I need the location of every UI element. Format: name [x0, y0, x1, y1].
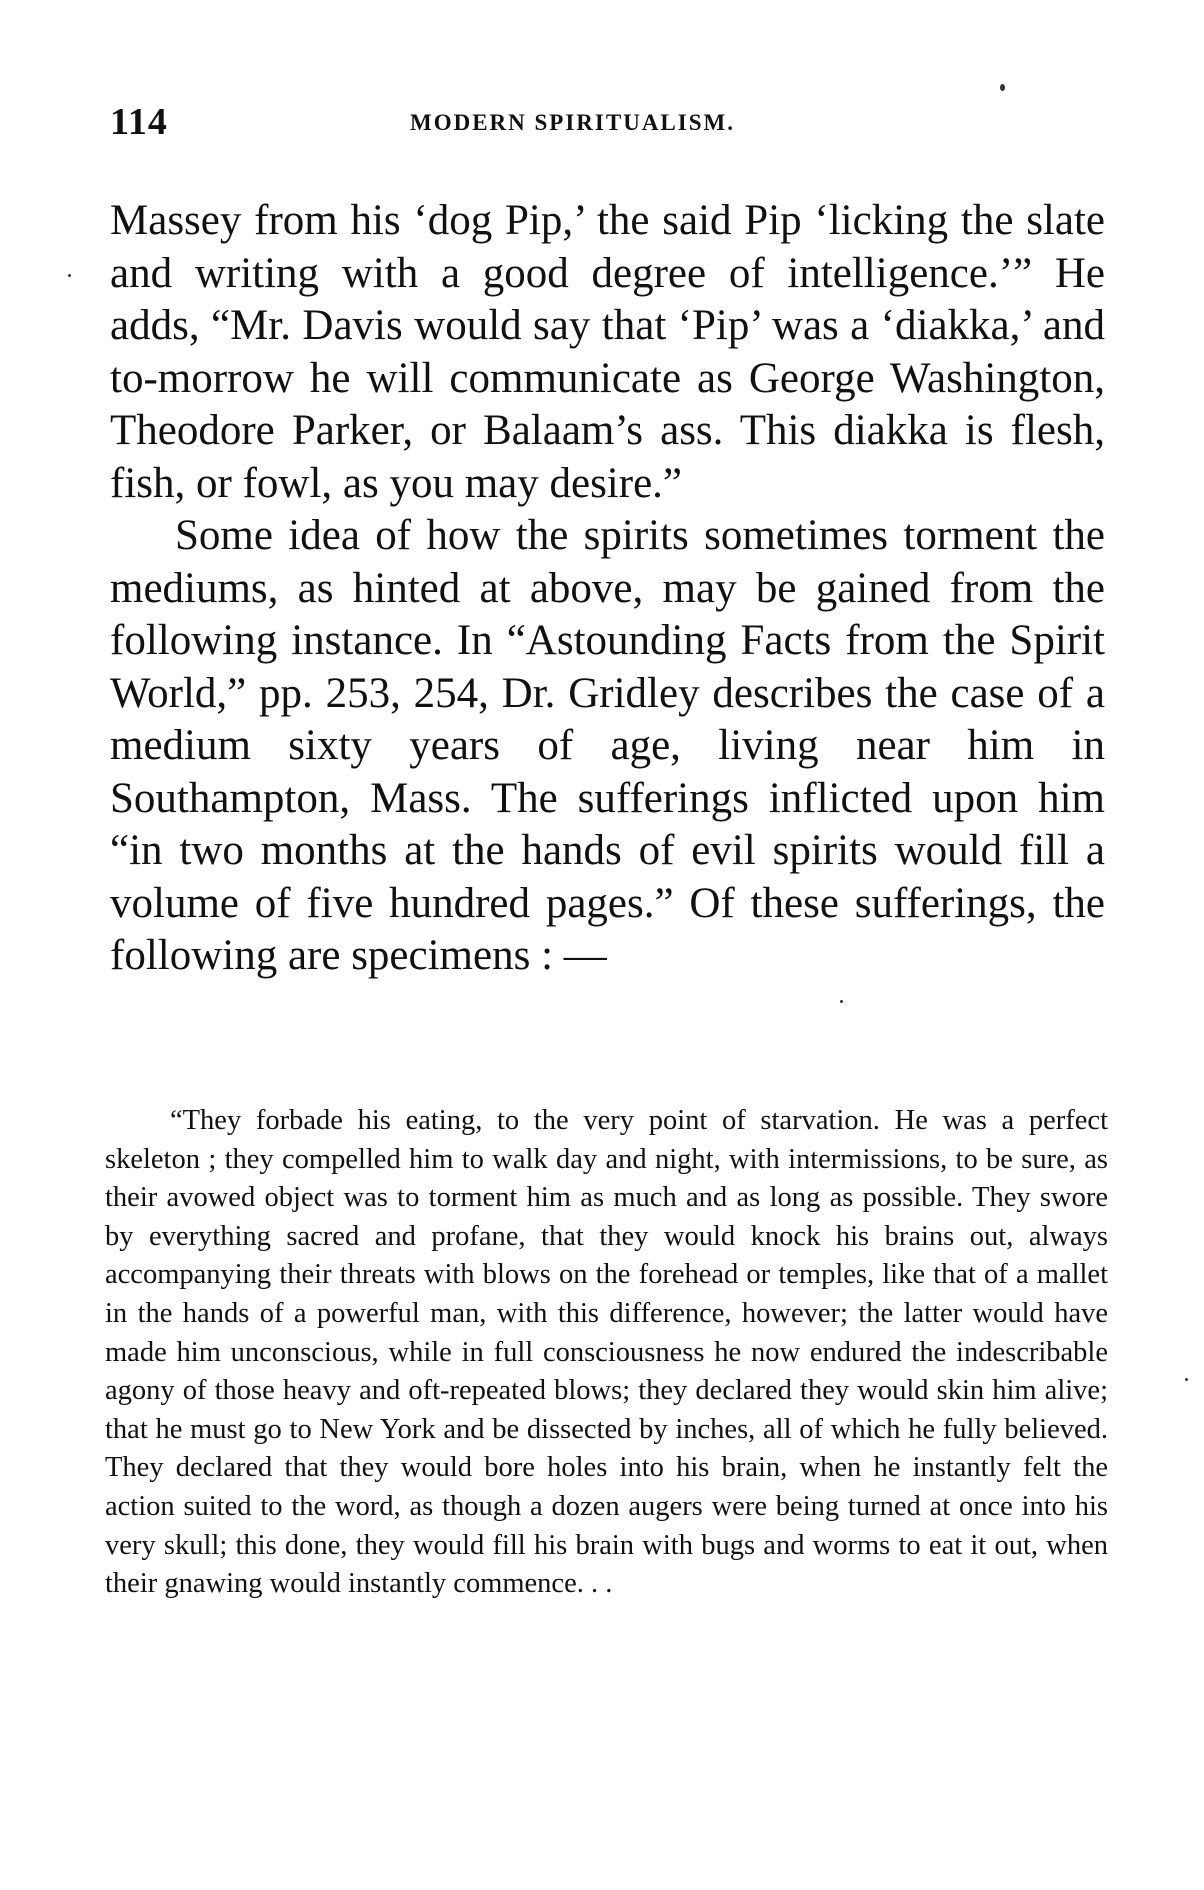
paragraph-2: Some idea of how the spirits sometimes torment the mediums, as hinted at above, may be gained from the following instance. In “Astounding Facts from the Spirit World,” pp. 253, 254, Dr. Gridley describes the case of a medium sixty years of age, living near him in Southampton, Mass. The sufferings inflicted upon him “in two months at the hands of evil spirits would fill a volume of five hundred pages.” Of these sufferings, the following are specimens : —	[110, 512, 1105, 979]
paragraph-1: Massey from his ‘dog Pip,’ the said Pip ‘licking the slate and writing with a good degree of intelligence.’” He adds, “Mr. Davis would say that ‘Pip’ was a ‘diakka,’ and to-morrow he will communicate as George Washington, Theodore Parker, or Balaam’s ass. This diakka is flesh, fish, or fowl, as you may desire.”	[110, 197, 1105, 507]
running-head: MODERN SPIRITUALISM.	[410, 110, 735, 135]
scan-speck	[840, 1000, 843, 1003]
page-header	[110, 100, 1110, 150]
quote-text: “They forbade his eating, to the very point of starvation. He was a perfect skeleton ; they compelled him to walk day and night, with intermissions, to be sure, as their avowed object was to torment him as much and as long as possible. They swore by everything sacred and profane, that they would knock his brains out, always accompanying their threats with blows on the forehead or temples, like that of a mallet in the hands of a powerful man, with this difference, however; the latter would have made him unconscious, while in full consciousness he now endured the indescribable agony of those heavy and oft-repeated blows; they declared they would skin him alive; that he must go to New York and be dissected by inches, all of which he fully believed. They declared that they would bore holes into his brain, when he instantly felt the action suited to the word, as though a dozen augers were being turned at once into his very skull; this done, they would fill his brain with bugs and worms to eat it out, when their gnawing would instantly commence. . .	[105, 1105, 1108, 1600]
page-number: 114	[110, 101, 168, 143]
scan-speck	[1000, 84, 1005, 91]
scan-speck	[1185, 1378, 1188, 1381]
body-text	[110, 195, 1105, 983]
scan-speck	[68, 274, 71, 277]
block-quote	[105, 1102, 1108, 1604]
